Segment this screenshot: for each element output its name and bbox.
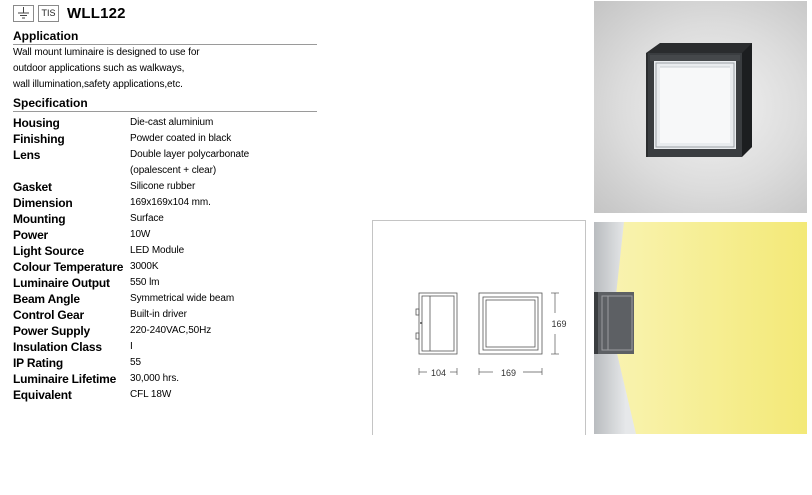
front-view-outline xyxy=(479,293,542,354)
application-heading: Application xyxy=(13,29,317,45)
spec-label: Equivalent xyxy=(13,388,72,402)
side-view-outline xyxy=(419,293,457,354)
spec-value-continued: (opalescent + clear) xyxy=(130,165,217,176)
spec-label: Colour Temperature xyxy=(13,260,124,274)
spec-value: Die-cast aluminium xyxy=(130,117,214,128)
spec-label: Power Supply xyxy=(13,324,90,338)
spec-row-insulation-class xyxy=(13,339,343,355)
luminaire-side-housing xyxy=(594,292,634,354)
spec-row-colour-temperature xyxy=(13,259,343,275)
spec-row-dimension xyxy=(13,195,343,211)
spec-label: Beam Angle xyxy=(13,292,80,306)
spec-row-equivalent xyxy=(13,387,343,403)
spec-label: Housing xyxy=(13,116,60,130)
dimension-drawing xyxy=(372,220,586,435)
spec-value: CFL 18W xyxy=(130,389,172,400)
application-line: Wall mount luminaire is designed to use for xyxy=(13,47,200,58)
spec-value: LED Module xyxy=(130,245,185,256)
tis-badge: TIS xyxy=(38,5,59,22)
spec-label: Control Gear xyxy=(13,308,84,322)
spec-label: Mounting xyxy=(13,212,66,226)
dimension-drawing-svg xyxy=(373,221,587,436)
spec-label: Light Source xyxy=(13,244,84,258)
spec-row-light-source xyxy=(13,243,343,259)
spec-table xyxy=(13,115,343,403)
spec-label: Luminaire Lifetime xyxy=(13,372,117,386)
specification-heading: Specification xyxy=(13,96,317,112)
spec-label: Dimension xyxy=(13,196,73,210)
light-beam xyxy=(612,222,807,434)
spec-value: I xyxy=(130,341,133,352)
luminaire-photo-illustration xyxy=(594,1,807,213)
spec-row-beam-angle xyxy=(13,291,343,307)
spec-row-power-supply xyxy=(13,323,343,339)
spec-label: Power xyxy=(13,228,49,242)
application-line: wall illumination,safety applications,etc. xyxy=(13,79,183,90)
spec-row-housing xyxy=(13,115,343,131)
spec-value: 10W xyxy=(130,229,151,240)
spec-label: Lens xyxy=(13,148,41,162)
spec-row-gasket xyxy=(13,179,343,195)
spec-row-luminaire-output xyxy=(13,275,343,291)
spec-value: 55 xyxy=(130,357,141,368)
spec-value: Surface xyxy=(130,213,164,224)
ground-symbol-icon xyxy=(13,5,34,22)
spec-row-mounting xyxy=(13,211,343,227)
spec-value: 220-240VAC,50Hz xyxy=(130,325,212,336)
spec-value: Powder coated in black xyxy=(130,133,232,144)
spec-row-lens xyxy=(13,147,343,179)
spec-row-finishing xyxy=(13,131,343,147)
spec-value: Silicone rubber xyxy=(130,181,196,192)
spec-row-power xyxy=(13,227,343,243)
spec-label: Finishing xyxy=(13,132,65,146)
depth-dimension-label: 104 xyxy=(430,368,447,378)
spec-label: Gasket xyxy=(13,180,52,194)
spec-label: Insulation Class xyxy=(13,340,102,354)
header xyxy=(13,3,126,23)
product-photo xyxy=(594,1,807,213)
light-distribution-illustration xyxy=(594,222,807,434)
application-line: outdoor applications such as walkways, xyxy=(13,63,185,74)
spec-value: 3000K xyxy=(130,261,159,272)
application-text xyxy=(13,45,200,93)
spec-value: 30,000 hrs. xyxy=(130,373,179,384)
spec-value: Symmetrical wide beam xyxy=(130,293,235,304)
spec-value: Built-in driver xyxy=(130,309,187,320)
spec-row-ip-rating xyxy=(13,355,343,371)
spec-value: 550 lm xyxy=(130,277,160,288)
width-dimension-label: 169 xyxy=(500,368,517,378)
spec-row-luminaire-lifetime xyxy=(13,371,343,387)
spec-label: Luminaire Output xyxy=(13,276,110,290)
spec-value: 169x169x104 mm. xyxy=(130,197,211,208)
spec-label: IP Rating xyxy=(13,356,63,370)
height-dimension-label: 169 xyxy=(551,319,567,329)
spec-value: Double layer polycarbonate xyxy=(130,149,250,160)
model-code: WLL122 xyxy=(67,4,126,22)
spec-row-control-gear xyxy=(13,307,343,323)
spec-value-multiline xyxy=(130,147,249,179)
